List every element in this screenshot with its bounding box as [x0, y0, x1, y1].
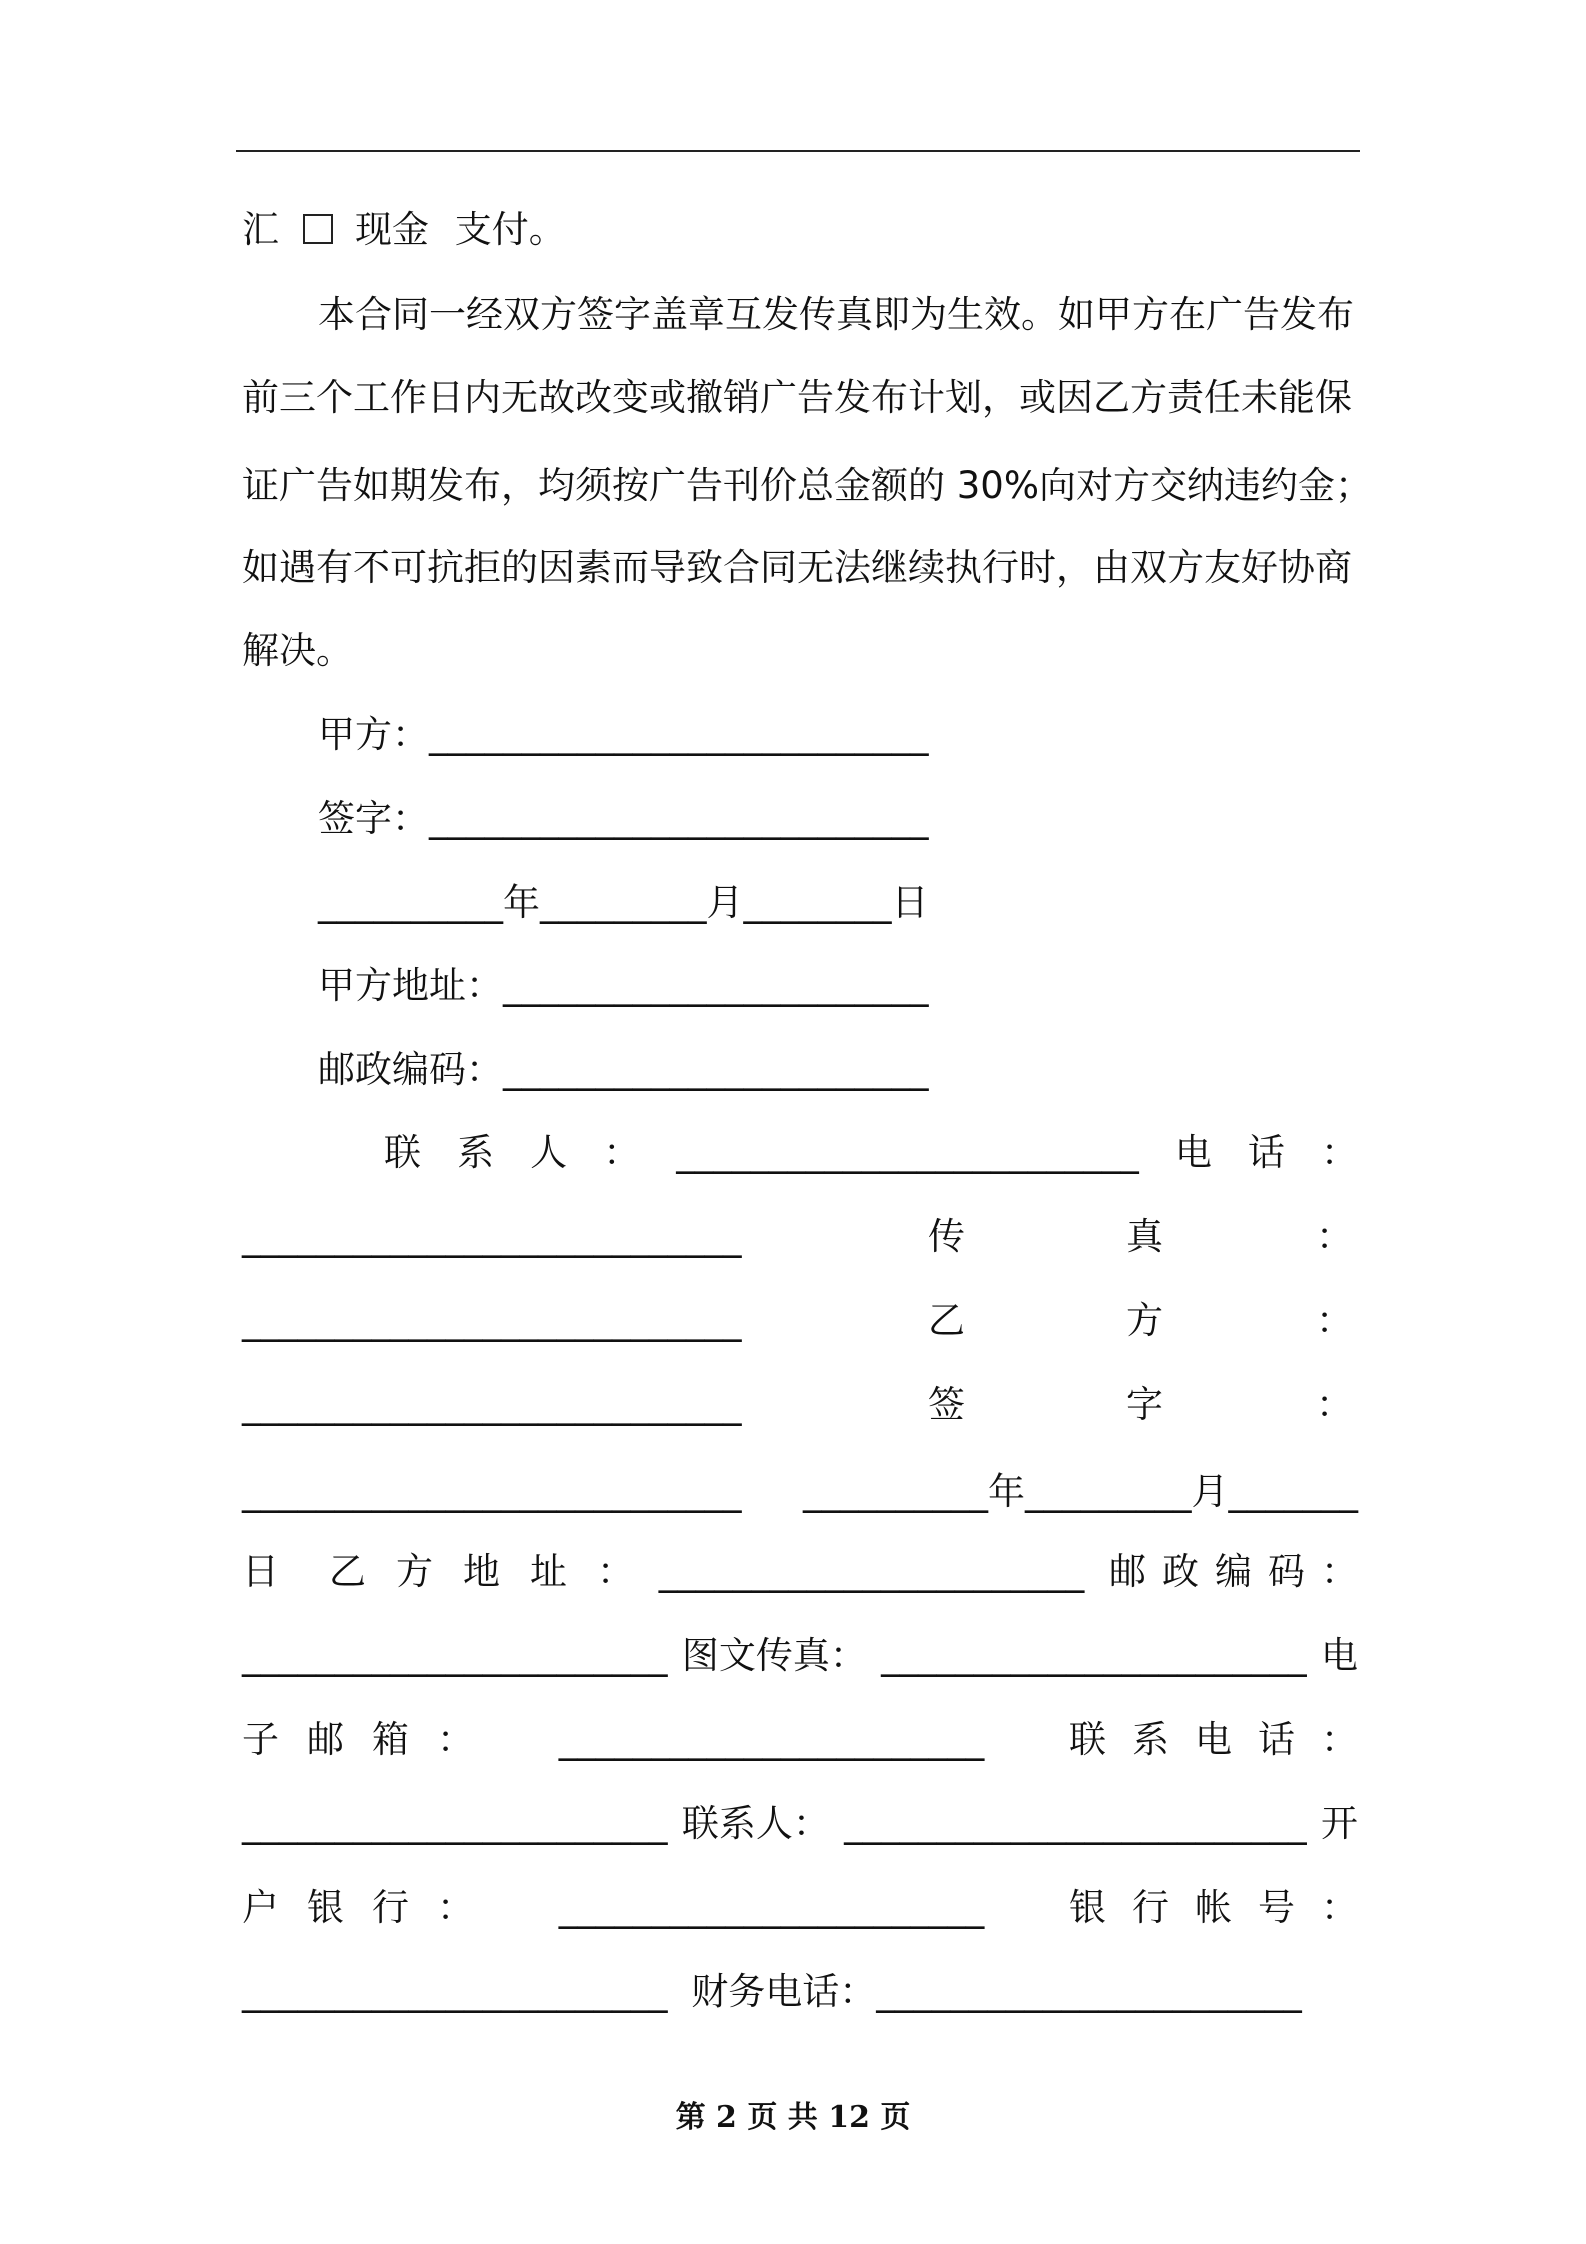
- day-label: 日: [891, 881, 929, 924]
- paragraph-line-1: [318, 285, 1358, 345]
- party-a-label: 甲方：: [318, 713, 429, 756]
- contact-char: 人: [530, 1131, 568, 1174]
- contact-char: ：: [603, 1131, 641, 1174]
- account-char: 银: [1069, 1886, 1106, 1929]
- email-char: 箱: [372, 1718, 409, 1761]
- finance-blank[interactable]: _______________________: [876, 1970, 1302, 2013]
- fax-row: [242, 1207, 1358, 1267]
- paragraph-text: 如遇有不可抗拒的因素而导致合同无法继续执行时，由双方友好协商: [242, 546, 1352, 589]
- email-char: 电: [1320, 1634, 1358, 1677]
- party-b-date-row: [242, 1462, 1358, 1522]
- phone-char: ：: [1320, 1131, 1358, 1174]
- sign-char: 签: [928, 1383, 965, 1426]
- day-blank[interactable]: ________: [743, 881, 892, 924]
- party-b-blank[interactable]: ___________________________: [242, 1383, 742, 1426]
- fax-char: ：: [1316, 1215, 1353, 1258]
- bank-char: 户: [242, 1886, 279, 1929]
- sign-blank[interactable]: ___________________________: [242, 1470, 742, 1513]
- party-a-postcode-row: [318, 1040, 929, 1100]
- contact-blank[interactable]: _________________________: [844, 1802, 1307, 1845]
- year-blank[interactable]: __________: [803, 1470, 988, 1513]
- contact-blank[interactable]: _________________________: [676, 1131, 1139, 1174]
- header-rule: [236, 150, 1360, 152]
- paragraph-text: 解决。: [242, 629, 353, 672]
- party-b-contact-row: [242, 1794, 1358, 1854]
- fax-char: 真: [1126, 1215, 1163, 1258]
- email-char: ：: [437, 1718, 474, 1761]
- address-label: 甲方地址：: [318, 964, 503, 1007]
- contact-phone-char: ：: [1321, 1718, 1358, 1761]
- party-b-char: 方: [1126, 1299, 1163, 1342]
- paragraph-line-3: [242, 456, 1372, 516]
- party-a-blank[interactable]: ___________________________: [429, 713, 929, 756]
- party-a-sign-row: [318, 789, 929, 849]
- contact-label: 联系人：: [681, 1802, 830, 1845]
- party-a-address-row: [318, 956, 929, 1016]
- postcode-char: 政: [1162, 1550, 1199, 1593]
- pay-text: 支付。: [454, 208, 566, 251]
- bank-blank[interactable]: _______________________: [558, 1886, 985, 1929]
- postcode-char: 邮: [1109, 1550, 1146, 1593]
- account-char: 行: [1132, 1886, 1169, 1929]
- fax-blank[interactable]: _______________________: [881, 1634, 1307, 1677]
- party-b-address-row: [242, 1542, 1358, 1602]
- bank-char: ：: [437, 1886, 474, 1929]
- finance-label: 财务电话：: [691, 1970, 877, 2013]
- postcode-char: 码: [1268, 1550, 1305, 1593]
- paragraph-text: 前三个工作日内无故改变或撤销广告发布计划，或因乙方责任未能保: [242, 376, 1352, 419]
- postcode-label: 邮政编码：: [318, 1048, 503, 1091]
- address-char: 乙: [329, 1550, 366, 1593]
- bank-char: 银: [307, 1886, 344, 1929]
- day-blank[interactable]: _______: [1228, 1470, 1358, 1513]
- fax-char: 传: [928, 1215, 965, 1258]
- paragraph-text: 本合同一经双方签字盖章互发传真即为生效。如甲方在广告发布: [318, 293, 1354, 336]
- contact-phone-char: 话: [1258, 1718, 1295, 1761]
- phone-char: 电: [1174, 1131, 1212, 1174]
- party-b-finance-row: [242, 1962, 1358, 2022]
- address-char: 方: [396, 1550, 433, 1593]
- party-b-email-row: [242, 1710, 1358, 1770]
- year-label: 年: [503, 881, 540, 924]
- party-b-sign-row: [242, 1375, 1358, 1435]
- payment-line: [242, 200, 1358, 260]
- day-label: 日: [242, 1550, 279, 1593]
- contact-phone-char: 系: [1132, 1718, 1169, 1761]
- contact-phone-blank[interactable]: _______________________: [242, 1802, 668, 1845]
- sign-char: ：: [1316, 1383, 1353, 1426]
- paragraph-line-2: [242, 368, 1358, 428]
- bank-char: 开: [1320, 1802, 1358, 1845]
- postcode-blank[interactable]: _______________________: [503, 1048, 929, 1091]
- postcode-char: 编: [1215, 1550, 1252, 1593]
- address-char: ：: [597, 1550, 634, 1593]
- contact-phone-char: 联: [1069, 1718, 1106, 1761]
- postcode-char: ：: [1321, 1550, 1358, 1593]
- month-blank[interactable]: _________: [1025, 1470, 1192, 1513]
- remit-text: 汇: [242, 208, 279, 251]
- account-char: 帐: [1195, 1886, 1232, 1929]
- contact-char: 联: [384, 1131, 421, 1174]
- email-char: 子: [242, 1718, 279, 1761]
- party-b-row: [242, 1291, 1358, 1351]
- cash-text: 现金: [355, 208, 429, 251]
- sign-char: 字: [1126, 1383, 1163, 1426]
- party-b-fax-row: [242, 1626, 1358, 1686]
- party-b-bank-row: [242, 1878, 1358, 1938]
- sign-blank[interactable]: ___________________________: [429, 797, 929, 840]
- party-a-date-row: [318, 873, 929, 933]
- fax-label: 图文传真：: [681, 1634, 867, 1677]
- month-label: 月: [706, 881, 744, 924]
- party-b-char: ：: [1316, 1299, 1353, 1342]
- bank-char: 行: [372, 1886, 409, 1929]
- account-char: ：: [1321, 1886, 1358, 1929]
- address-char: 地: [463, 1550, 500, 1593]
- contact-char: 系: [457, 1131, 495, 1174]
- phone-blank[interactable]: ___________________________: [242, 1215, 742, 1258]
- year-label: 年: [988, 1470, 1025, 1513]
- address-blank[interactable]: _______________________: [658, 1550, 1085, 1593]
- email-blank[interactable]: _______________________: [558, 1718, 985, 1761]
- party-b-char: 乙: [928, 1299, 965, 1342]
- month-blank[interactable]: _________: [540, 881, 707, 924]
- page-footer: 第 2 页 共 12 页: [675, 2100, 911, 2135]
- fax-blank[interactable]: ___________________________: [242, 1299, 742, 1342]
- address-char: 址: [530, 1550, 567, 1593]
- phone-char: 话: [1247, 1131, 1285, 1174]
- paragraph-line-5: [242, 621, 1358, 681]
- month-label: 月: [1191, 1470, 1229, 1513]
- postcode-blank[interactable]: _______________________: [242, 1634, 668, 1677]
- checkbox-icon[interactable]: [303, 214, 333, 244]
- sign-label: 签字：: [318, 797, 429, 840]
- paragraph-line-4: [242, 538, 1358, 598]
- contact-row: [384, 1123, 1358, 1183]
- address-blank[interactable]: _______________________: [503, 964, 929, 1007]
- contact-phone-char: 电: [1195, 1718, 1232, 1761]
- year-blank[interactable]: __________: [318, 881, 503, 924]
- account-char: 号: [1258, 1886, 1295, 1929]
- paragraph-text: 证广告如期发布，均须按广告刊价总金额的 30%向对方交纳违约金；: [242, 464, 1372, 507]
- party-a-name-row: [318, 705, 929, 765]
- email-char: 邮: [307, 1718, 344, 1761]
- account-blank[interactable]: _______________________: [242, 1970, 668, 2013]
